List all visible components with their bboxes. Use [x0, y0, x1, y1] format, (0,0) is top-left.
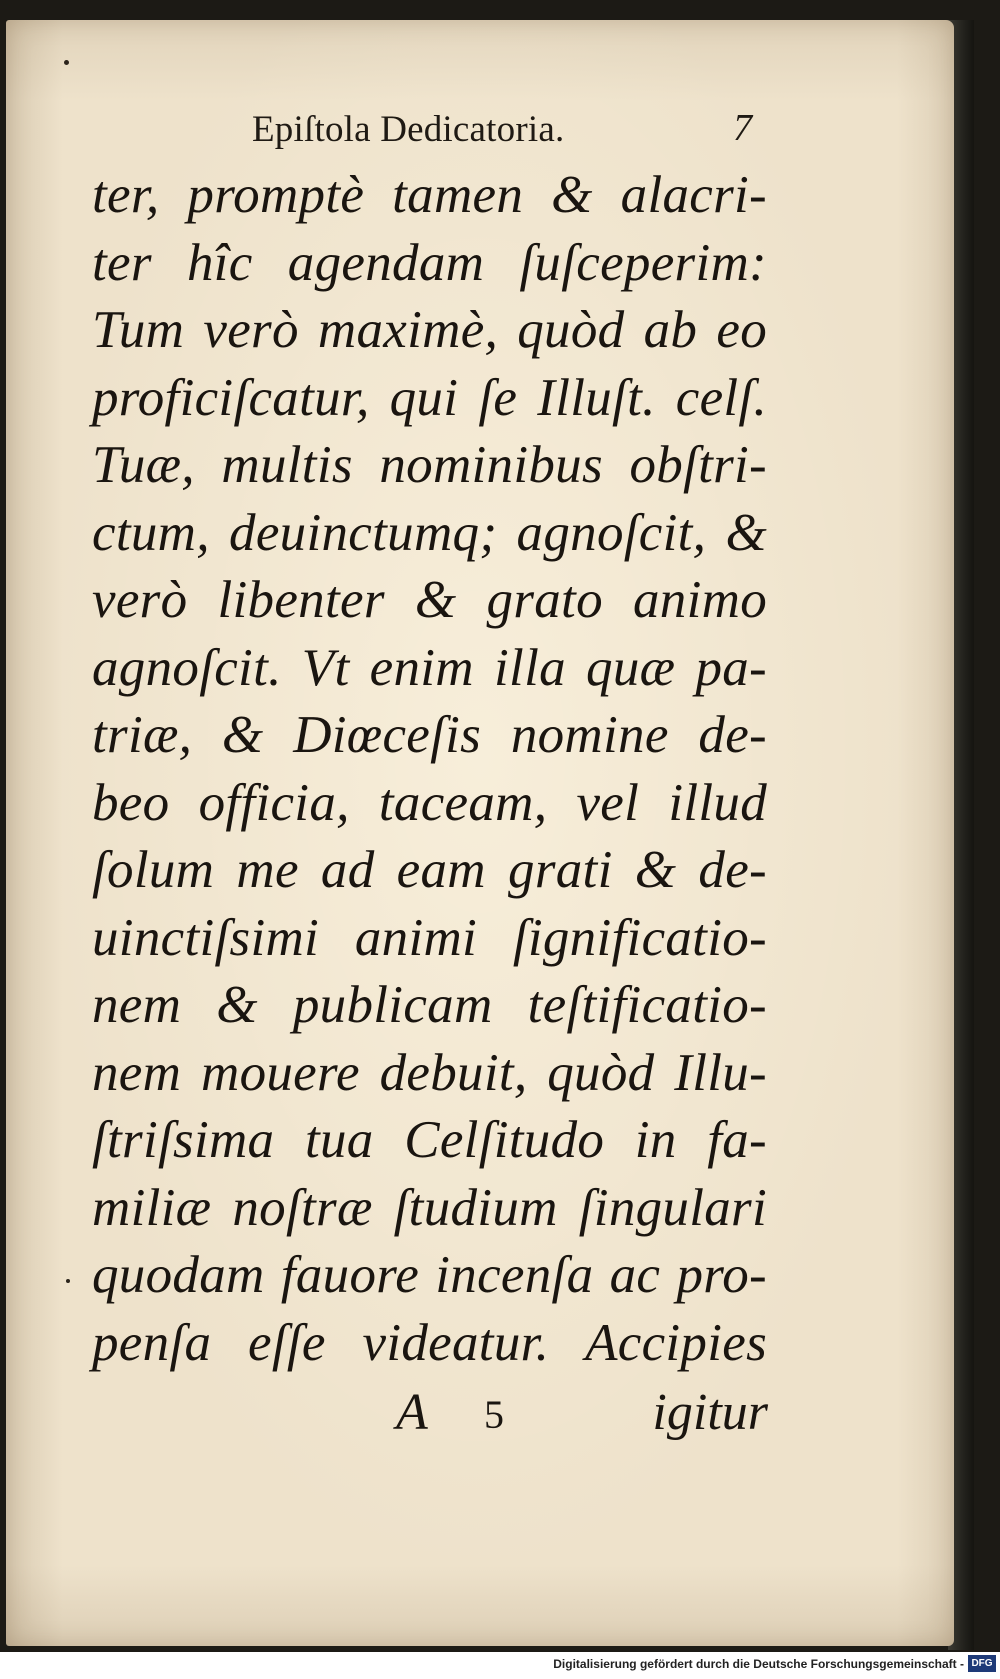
- text-line: ſolum me ad eam grati & de-: [92, 841, 767, 899]
- text-line: nem & publicam teſtificatio-: [92, 976, 767, 1034]
- paper-speck: [64, 60, 69, 65]
- paper-speck: [66, 1279, 70, 1283]
- text-line: ſtriſsima tua Celſitudo in fa-: [92, 1111, 767, 1169]
- text-line: Tuæ, multis nominibus obſtri-: [92, 436, 767, 494]
- page-number: 7: [733, 107, 752, 149]
- text-line: penſa eſſe videatur. Accipies: [92, 1313, 767, 1372]
- digitization-credit: Digitalisierung gefördert durch die Deutsche Forschungsgemeinschaft -: [553, 1657, 964, 1671]
- text-line: uinctiſsimi animi ſignificatio-: [92, 908, 767, 967]
- text-line: ctum, deuinctumq; agnoſcit, &: [92, 503, 767, 562]
- text-line: ter, promptè tamen & alacri-: [92, 166, 767, 224]
- dfg-logo: DFG: [968, 1655, 996, 1672]
- signature-line: [396, 1383, 768, 1449]
- text-line: miliæ noſtræ ſtudium ſingulari: [92, 1178, 767, 1237]
- text-line: proficiſcatur, qui ſe Illuſt. celſ.: [92, 368, 767, 427]
- body-text: [92, 162, 767, 1377]
- text-line: verò libenter & grato animo: [92, 571, 767, 629]
- digitization-footer: [0, 1652, 1000, 1679]
- text-line: quodam fauore incenſa ac pro-: [92, 1246, 767, 1304]
- text-line: triæ, & Diœceſis nomine de-: [92, 706, 767, 764]
- catchword: igitur: [652, 1384, 768, 1441]
- text-line: ter hîc agendam ſuſceperim:: [92, 233, 767, 292]
- running-head: Epiſtola Dedicatoria.: [252, 109, 565, 150]
- signature-mark: A: [396, 1384, 428, 1441]
- signature-number: 5: [484, 1392, 504, 1437]
- text-line: agnoſcit. Vt enim illa quæ pa-: [92, 638, 767, 697]
- text-line: nem mouere debuit, quòd Illu-: [92, 1043, 767, 1102]
- text-line: beo officia, taceam, vel illud: [92, 773, 767, 832]
- text-line: Tum verò maximè, quòd ab eo: [92, 301, 767, 359]
